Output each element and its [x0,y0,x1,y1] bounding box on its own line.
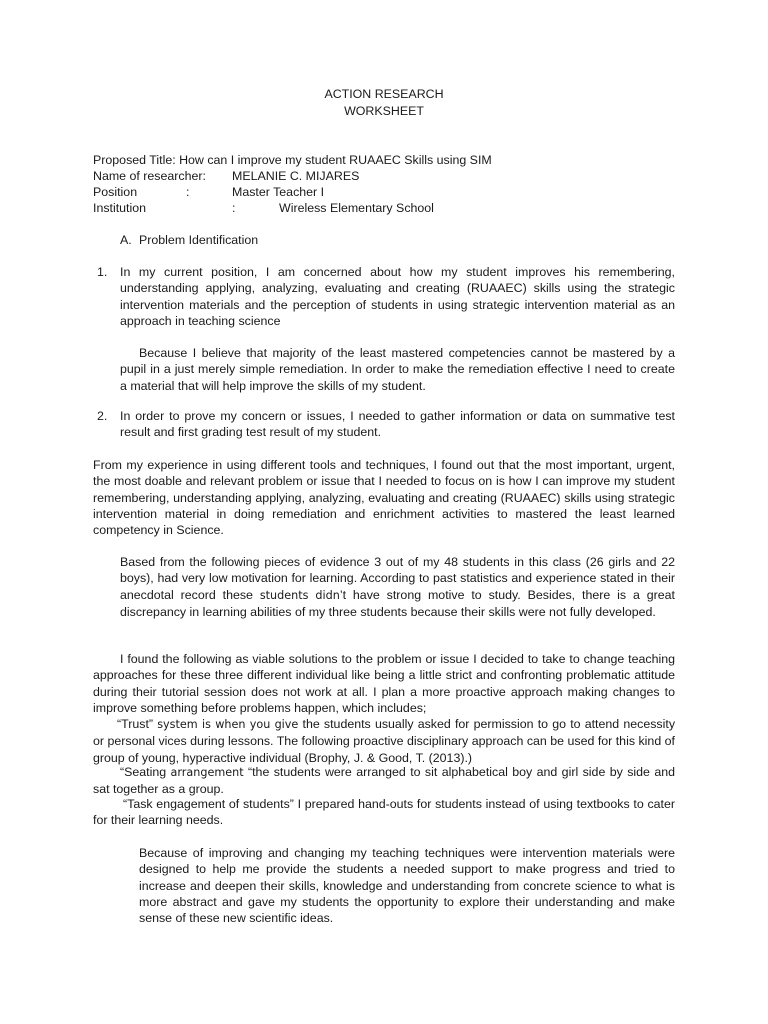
document-title-line2: WORKSHEET [344,104,424,118]
evidence-text-part2: students didn [259,588,340,602]
institution-value: Wireless Elementary School [279,201,434,215]
paragraph-improving: Because of improving and changing my teaching techniques were intervention materials were designed to help me provide the students a needed support to make progress and tried to increase and deepen their skills, knowledge and understanding from concrete science to what is more abstract and gave my students the opportunity to explore their understanding and make sense of these new scientific ideas. [139,846,675,926]
paragraph-seating [93,764,675,798]
paragraph-evidence [120,554,675,620]
trust-text-part1: “Trust” [117,717,158,731]
trust-text-part3: the students usually asked for permission to go to attend necessity or personal vices during lessons. The following proactive disciplinary approach can be used for this kind of group of young, hyperactive individual (Brophy, J. & Good, T. (2013).) [93,717,676,765]
item-1-text: In my current position, I am concerned about how my student improves his remembering, understanding applying, analyzing, evaluating and creating (RUAAEC) skills using the strategic intervention materials and the perception of students in using strategic intervention material as an approach in teaching science [120,265,675,328]
seating-text-part2: arrangement [170,766,244,779]
item-2-text: In order to prove my concern or issues, I needed to gather information or data on summative test result and first grading test result of my student. [120,409,675,440]
evidence-text-part3: ’t have strong motive to study. Besides, there is a great discrepancy in learning abilities of my three students because their skills were not fully developed. [120,587,675,619]
paragraph-task: “Task engagement of students” I prepared hand-outs for students instead of using textbooks to cater for their learning needs. [93,797,675,828]
item-2-number: 2. [97,409,108,423]
paragraph-experience: From my experience in using different tools and techniques, I found out that the most important, urgent, the most doable and relevant problem or issue that I needed to focus on is how I can improve my student remembering, understanding applying, analyzing, evaluating and creating (RUAAEC) skills using strategic intervention material in doing remediation and enrichment activities to mastered the least learned competency in Science. [93,458,675,538]
item-1-number: 1. [97,265,108,279]
seating-text-part1: “Seating [120,765,171,779]
trust-text-part2: system is when you give [157,718,299,731]
researcher-label: Name of researcher: [93,169,206,183]
position-colon: : [186,185,190,199]
institution-label: Institution [93,201,147,215]
institution-colon: : [232,201,236,215]
position-value: Master Teacher I [232,185,325,199]
evidence-text-part1: Based from the following pieces of evidence 3 out of my 48 students in this class (26 girls and 22 boys), had very low motivation for learning. According to past statistics and experience stated in their anecdotal record these [120,555,675,602]
proposed-title: Proposed Title: How can I improve my student RUAAEC Skills using SIM [93,153,492,167]
document-title-line1: ACTION RESEARCH [324,87,444,101]
section-a-marker: A. [120,233,132,247]
paragraph-because-belief: Because I believe that majority of the least mastered competencies cannot be mastered by a pupil in a just merely simple remediation. In order to make the remediation effective I need to create a material that will help improve the skills of my student. [120,346,675,393]
seating-text-part3: “the students were arranged to sit alphabetical boy and girl side by side and sat together as a group. [93,765,676,797]
researcher-value: MELANIE C. MIJARES [232,169,360,183]
section-a-heading: Problem Identification [139,233,259,247]
paragraph-solutions: I found the following as viable solutions to the problem or issue I decided to take to change teaching approaches for these three different individual like being a little strict and confronting problematic attitude during their tutorial session does not work at all. I plan a more proactive approach making changes to improve something before problems happen, which includes; [93,652,675,715]
paragraph-trust [93,716,675,766]
position-label: Position [93,185,138,199]
